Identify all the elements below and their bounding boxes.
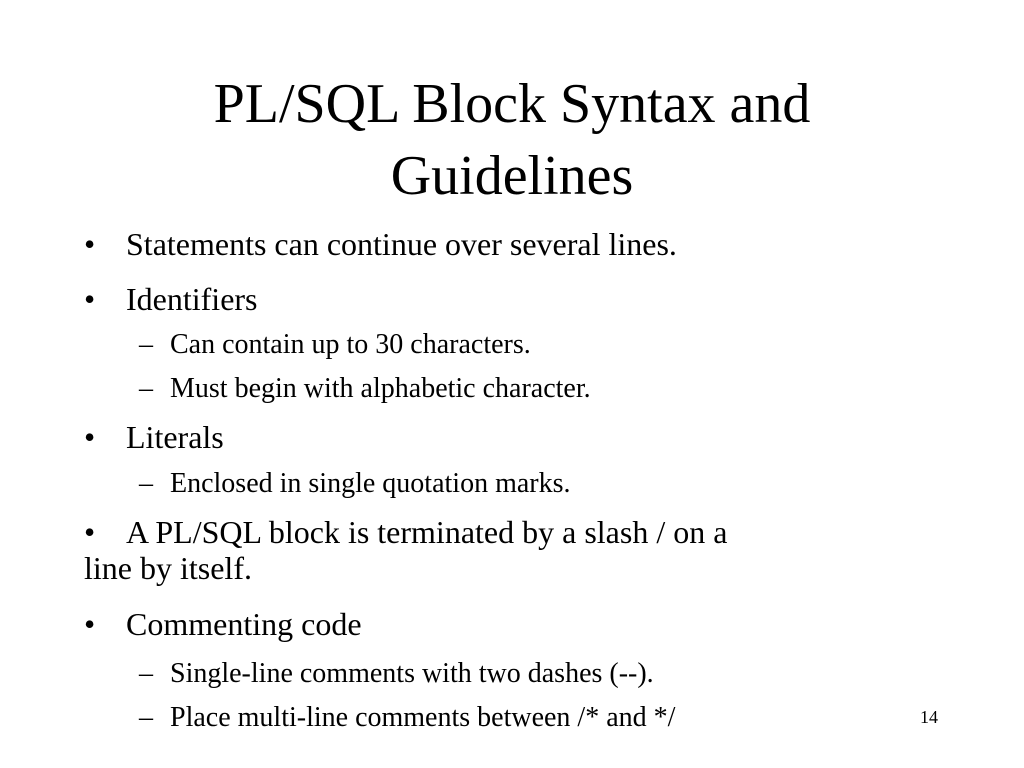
bullet-item-commenting-code — [84, 606, 924, 642]
sub-bullet-item-alphabetic-start — [84, 373, 924, 405]
bullet-text-continuation: line by itself. — [84, 550, 252, 586]
bullet-text: Identifiers — [126, 281, 258, 317]
dash-marker: – — [139, 702, 153, 733]
bullet-marker: • — [84, 419, 96, 455]
bullet-item-literals — [84, 419, 924, 455]
sub-bullet-text: Single-line comments with two dashes (--). — [170, 658, 654, 689]
sub-bullet-item-quotation-marks — [84, 468, 924, 500]
bullet-item-identifiers — [84, 281, 924, 317]
page-number: 14 — [920, 707, 938, 727]
bullet-text: Statements can continue over several lines. — [126, 226, 677, 262]
dash-marker: – — [139, 658, 153, 689]
sub-bullet-item-thirty-characters — [84, 329, 924, 361]
dash-marker: – — [139, 468, 153, 499]
sub-bullet-text: Can contain up to 30 characters. — [170, 329, 531, 360]
dash-marker: – — [139, 373, 153, 404]
sub-bullet-text: Place multi-line comments between /* and */ — [170, 702, 676, 733]
sub-bullet-item-single-line-comments — [84, 658, 924, 690]
sub-bullet-item-multi-line-comments — [84, 702, 924, 734]
bullet-marker: • — [84, 606, 96, 642]
bullet-marker: • — [84, 514, 96, 550]
slide-title-line-2: Guidelines — [390, 145, 634, 207]
bullet-item-block-terminator — [84, 514, 924, 586]
slide-title — [120, 68, 904, 212]
bullet-list — [84, 226, 924, 734]
bullet-text: Literals — [126, 419, 224, 455]
slide-title-line-1: PL/SQL Block Syntax and — [213, 73, 811, 135]
bullet-text: A PL/SQL block is terminated by a slash / on a — [126, 514, 728, 550]
bullet-marker: • — [84, 281, 96, 317]
sub-bullet-text: Must begin with alphabetic character. — [170, 373, 591, 404]
sub-bullet-text: Enclosed in single quotation marks. — [170, 468, 571, 499]
dash-marker: – — [139, 329, 153, 360]
bullet-text: Commenting code — [126, 606, 362, 642]
bullet-marker: • — [84, 226, 96, 262]
bullet-item-statements — [84, 226, 924, 262]
